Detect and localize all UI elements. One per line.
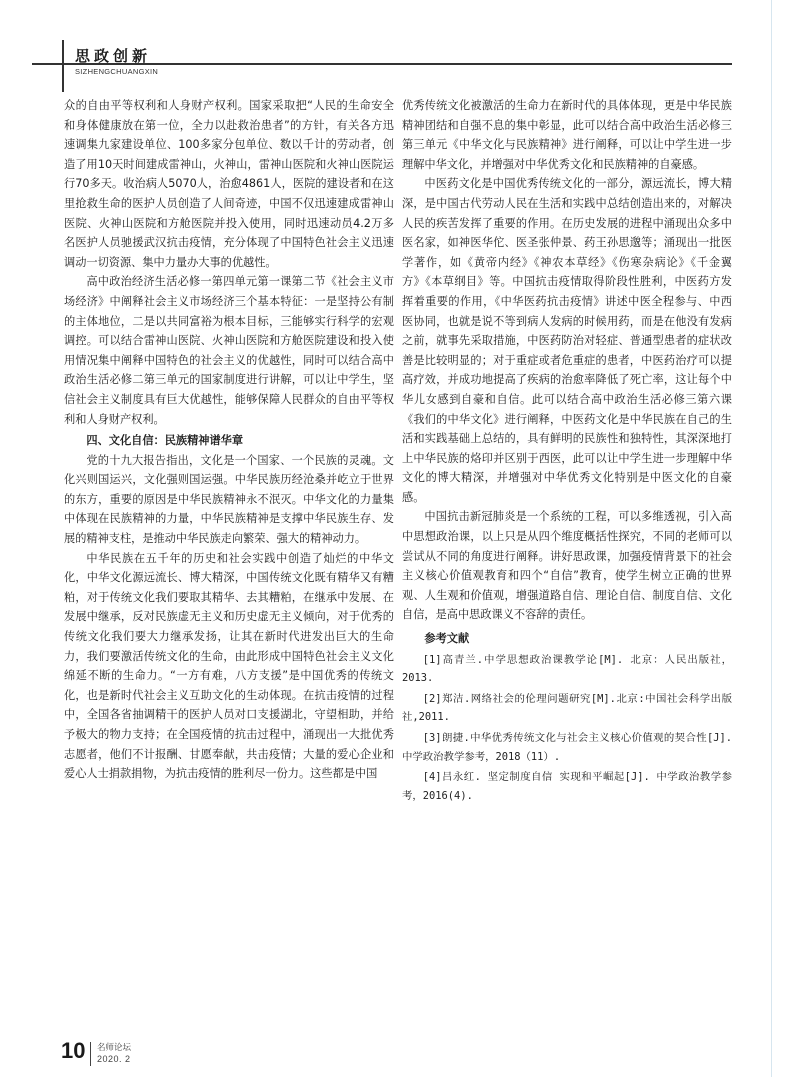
right-column <box>402 96 732 807</box>
paragraph: 中华民族在五千年的历史和社会实践中创造了灿烂的中华文化，中华文化源远流长、博大精深，中国传统文化既有精华又有糟粕，对于传统文化我们要取其精华、去其糟粕，在继承中发展、在发展中继承，反对民族虚无主义和历史虚无主义倾向，对于优秀的传统文化我们要大力继承发扬，让其在新时代进发出巨大的生命力，我们要激活传统文化的生命，由此形成中国特色社会主义文化绵延不断的生命力。“一方有难，八方支援”是中国优秀的传统文化，也是新时代社会主义互助文化的生动体现。在抗击疫情的过程中，全国各省抽调精干的医护人员对口支援湖北，守望相助，并给予极大的物力支持；在全国疫情的抗击过程中，涌现出一大批优秀志愿者，他们不计报酬、甘愿奉献，共击疫情；大量的爱心企业和爱心人士捐款捐物，为抗击疫情的胜利尽一份力。这些都是中国 <box>64 551 394 781</box>
paragraph: 党的十九大报告指出，文化是一个国家、一个民族的灵魂。文化兴则国运兴，文化强则国运强。中华民族历经沧桑并屹立于世界的东方，重要的原因是中华民族精神永不泯灭。中华文化的力量集中体现在民族精神的力量，中华民族精神是支撑中华民族生存、发展的精神支柱，是推动中华民族走向繁荣、强大的精神动力。 <box>64 453 394 546</box>
references-heading: 参考文献 <box>424 632 470 646</box>
section-pinyin: SIZHENGCHUANGXIN <box>75 67 159 76</box>
journal-name: 名师论坛 <box>97 1043 132 1053</box>
section-title: 思政创新 <box>75 47 152 65</box>
left-column <box>64 96 394 784</box>
reference-item: [1]高青兰.中学思想政治课教学论[M]. 北京：人民出版社，2013. <box>402 653 732 685</box>
page-header <box>0 0 793 90</box>
reference-item: [3]朗捷.中华优秀传统文化与社会主义核心价值观的契合性[J].中学政治教学参考，2018（11）. <box>402 732 732 763</box>
header-vertical-rule <box>62 40 64 92</box>
page-footer <box>0 1036 793 1076</box>
section-heading: 四、文化自信：民族精神谱华章 <box>86 434 244 448</box>
reference-item: [4]吕永红. 坚定制度自信 实现和平崛起[J]. 中学政治教学参考，2016(4). <box>402 771 732 802</box>
paragraph: 优秀传统文化被激活的生命力在新时代的具体体现，更是中华民族精神团结和自强不息的集中彰显，此可以结合高中政治生活必修三第三单元《中华文化与民族精神》进行阐释，可以让中学生进一步理解中华文化，并增强对中华优秀文化和民族精神的自豪感。 <box>402 99 732 171</box>
paragraph: 中国抗击新冠肺炎是一个系统的工程，可以多维透视，引入高中思想政治课，以上只是从四个维度概括性探究，不同的老师可以尝试从不同的角度进行阐释。讲好思政课，加强疫情背景下的社会主义核心价值观教育和四个“自信”教育，使学生树立正确的世界观、人生观和价值观，增强道路自信、理论自信、制度自信、文化自信，是高中思政课义不容辞的责任。 <box>402 510 732 622</box>
paragraph: 高中政治经济生活必修一第四单元第一课第二节《社会主义市场经济》中阐释社会主义市场经济三个基本特征：一是坚持公有制的主体地位，二是以共同富裕为根本目标，三能够实行科学的宏观调控。可以结合雷神山医院、火神山医院和方舱医院建设和投入使用情况集中阐释中国特色的社会主义的优越性，同时可以结合高中政治生活必修二第三单元的国家制度进行讲解，可以让中学生，坚信社会主义制度具有巨大优越性，能够保障人民群众的自由平等权利和人身财产权利。 <box>64 275 394 426</box>
page-number: 10 <box>61 1038 86 1063</box>
paragraph: 中医药文化是中国优秀传统文化的一部分，源远流长，博大精深，是中国古代劳动人民在生活和实践中总结创造出来的，对解决人民的疾苦发挥了重要的作用。在历史发展的进程中涌现出众多中医名家，如神医华佗、医圣张仲景、药王孙思邈等；涌现出一批医学著作，如《黄帝内经》《神农本草经》《伤寒杂病论》《千金翼方》《本草纲目》等。中国抗击疫情取得阶段性胜利，中医药方发挥着重要的作用，《中华医药抗击疫情》讲述中医全程参与、中西医协同，也就是说不等到病人发病的时候用药，而是在他没有发病之前，就事先采取措施，中医药防治对轻症、普通型患者的症状改善是比较明显的；对于重症或者危重症的患者，中医药治疗可以提高疗效，并成功地提高了疾病的治愈率降低了死亡率，这让每个中华儿女感到自豪和自信。此可以结合高中政治生活必修三第六课《我们的中华文化》进行阐释，中医药文化是中华民族在自己的生活和实践基础上总结的，具有鲜明的民族性和独特性，其深深地打上中华民族的烙印并区别于西医，此可以让中学生进一步理解中华文化的博大精深，并增强对中华优秀文化特别是中医文化的自豪感。 <box>402 177 732 504</box>
issue-number: 2020. 2 <box>97 1054 131 1064</box>
footer-divider <box>90 1042 91 1066</box>
page-edge-border <box>771 0 772 1077</box>
reference-item: [2]郑洁.网络社会的伦理问题研究[M].北京:中国社会科学出版社,2011. <box>402 692 732 724</box>
paragraph: 众的自由平等权利和人身财产权利。国家采取把“人民的生命安全和身体健康放在第一位，全力以赴救治患者”的方针，有关各方迅速调集九家建设单位、100多家分包单位、数以千计的劳动者，创造了用10天时间建成雷神山，火神山，雷神山医院和火神山医院运行70多天。收治病人5070人，治愈4861人，医院的建设者和在这里抢救生命的医护人员创造了人间奇迹，中国不仅迅速建成雷神山医院、火神山医院和方舱医院并投入使用，同时迅速动员4.2万多名医护人员驰援武汉抗击疫情，充分体现了中国特色社会主义迅速调动一切资源、集中力量办大事的优越性。 <box>64 99 394 269</box>
